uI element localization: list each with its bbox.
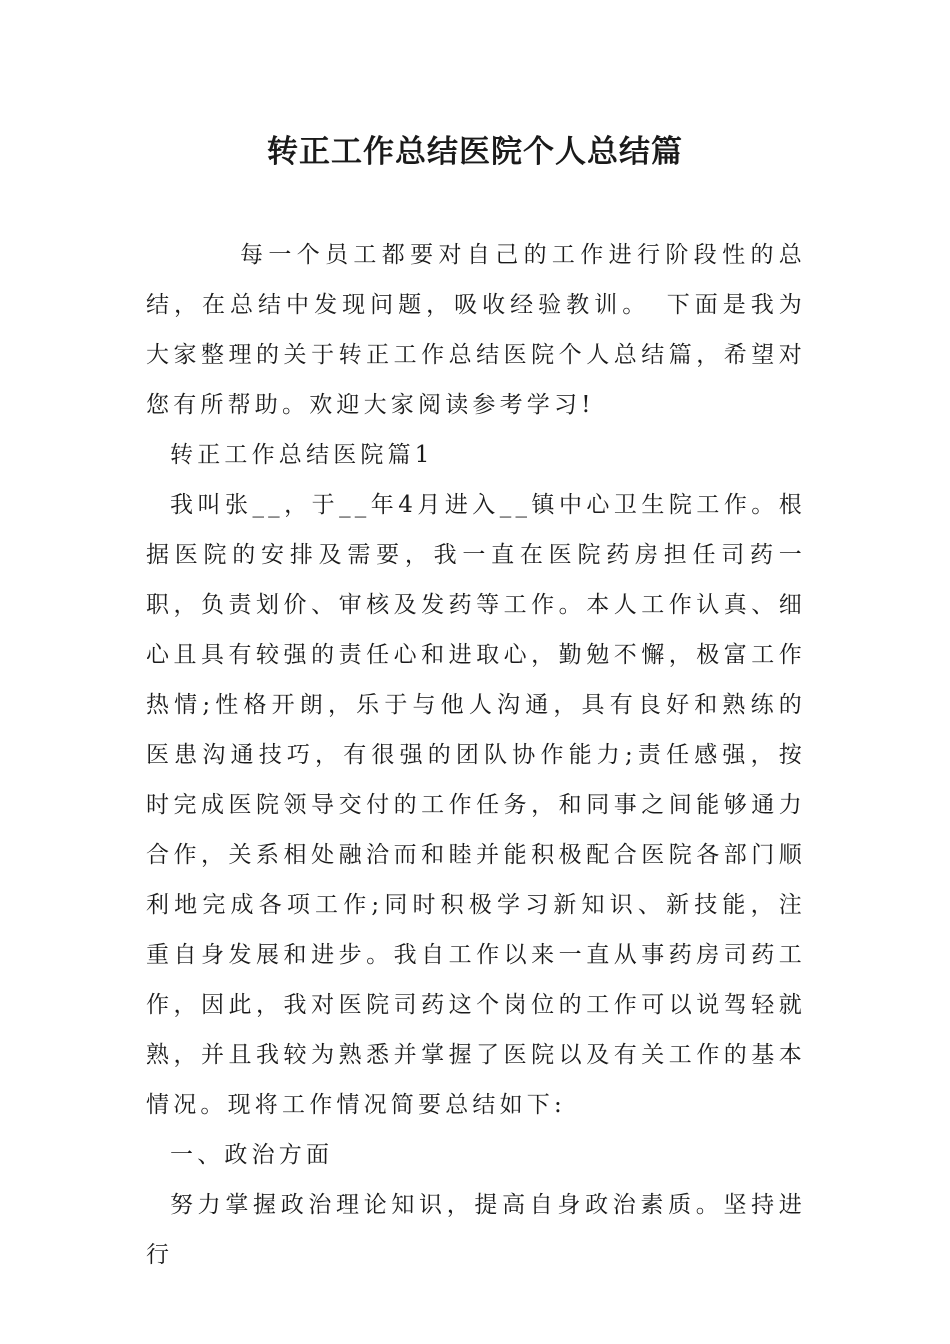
section-heading-politics: 一、政治方面 (170, 1142, 334, 1168)
intro-paragraph: 每一个员工都要对自己的工作进行阶段性的总结，在总结中发现问题，吸收经验教训。 下面是我为大家整理的关于转正工作总结医院个人总结篇，希望对您有所帮助。欢迎大家阅读参考学习! (146, 242, 806, 418)
section-heading-part-1: 转正工作总结医院篇1 (170, 442, 434, 468)
body-paragraph-work-summary: 我叫张__，于__年4月进入__镇中心卫生院工作。根据医院的安排及需要，我一直在医院药房担任司药一职，负责划价、审核及发药等工作。本人工作认真、细心且具有较强的责任心和进取心，勤勉不懈，极富工作热情;性格开朗，乐于与他人沟通，具有良好和熟练的医患沟通技巧，有很强的团队协作能力;责任感强，按时完成医院领导交付的工作任务，和同事之间能够通力合作，关系相处融洽而和睦并能积极配合医院各部门顺利地完成各项工作;同时积极学习新知识、新技能，注重自身发展和进步。我自工作以来一直从事药房司药工作，因此，我对医院司药这个岗位的工作可以说驾轻就熟，并且我较为熟悉并掌握了医院以及有关工作的基本情况。现将工作情况简要总结如下: (146, 492, 806, 1118)
document-title: 转正工作总结医院个人总结篇 (267, 134, 683, 170)
body-paragraph-politics: 努力掌握政治理论知识，提高自身政治素质。坚持进行 (146, 1192, 806, 1268)
document-body (146, 230, 806, 1280)
